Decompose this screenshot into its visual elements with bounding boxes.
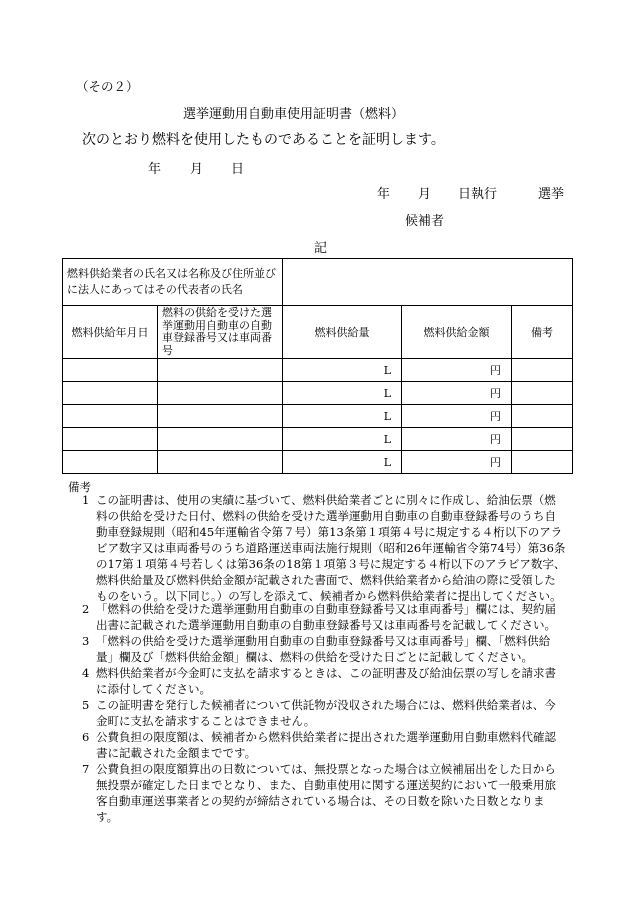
note-item — [66, 633, 566, 665]
header-supply-date: 燃料供給年月日 — [63, 306, 158, 359]
vehicle-number-cell[interactable] — [158, 428, 283, 451]
note-item — [66, 729, 566, 761]
remarks-cell[interactable] — [512, 405, 573, 428]
table-row — [63, 405, 573, 428]
fuel-quantity-cell[interactable] — [283, 428, 402, 451]
document-title: 選挙運動用自動車使用証明書（燃料） — [183, 107, 405, 122]
header-fuel-amount: 燃料供給金額 — [402, 306, 512, 359]
note-text: 「燃料の供給を受けた選挙運動用自動車の自動車登録番号又は車両番号」欄には、契約届出書に記載された選挙運動用自動車の自動車登録番号又は車両番号を記載してください。 — [96, 602, 556, 632]
table-row — [63, 451, 573, 474]
fuel-quantity-cell[interactable] — [283, 451, 402, 474]
supplier-row — [63, 259, 573, 306]
supply-date-cell[interactable] — [63, 451, 158, 474]
note-number: 5 — [82, 698, 90, 712]
liter-unit: L — [383, 386, 392, 400]
remarks-cell[interactable] — [512, 382, 573, 405]
note-text: 「燃料の供給を受けた選挙運動用自動車の自動車登録番号又は車両番号」欄、「燃料供給量」欄及び「燃料供給金額」欄は、燃料の供給を受けた日ごとに記載してください。 — [96, 634, 551, 664]
supply-date-cell[interactable] — [63, 359, 158, 382]
fuel-usage-table — [62, 258, 573, 474]
remarks-cell[interactable] — [512, 428, 573, 451]
note-item — [66, 665, 566, 697]
header-remarks: 備考 — [512, 306, 573, 359]
note-number: 4 — [82, 666, 90, 680]
note-text: この証明書を発行した候補者について供託物が没収された場合には、燃料供給業者は、今金町に支払を請求することはできません。 — [96, 698, 556, 728]
note-number: 1 — [82, 493, 90, 507]
table-row — [63, 428, 573, 451]
election-month-label: 月 — [418, 187, 432, 202]
vehicle-number-cell[interactable] — [158, 451, 283, 474]
election-name-label: 選挙 — [538, 187, 565, 202]
table-header-row — [63, 306, 573, 359]
table-row — [63, 359, 573, 382]
note-text: 公費負担の限度額算出の日数については、無投票となった場合は立候補届出をした日から無投票が確定した日までとなり、また、自動車使用に関する運送契約において一般乗用旅客自動車運送事業者との契約が締結されている場合は、その日数を除いた日数となります。 — [96, 762, 556, 824]
certification-statement: 次のとおり燃料を使用したものであることを証明します。 — [82, 132, 445, 148]
note-item — [66, 697, 566, 729]
yen-unit: 円 — [490, 433, 502, 446]
vehicle-number-cell[interactable] — [158, 359, 283, 382]
yen-unit: 円 — [490, 364, 502, 377]
vehicle-number-cell[interactable] — [158, 405, 283, 428]
supply-date-cell[interactable] — [63, 405, 158, 428]
vehicle-number-cell[interactable] — [158, 382, 283, 405]
form-number-label: （その２） — [76, 79, 139, 94]
note-text: 公費負担の限度額は、候補者から燃料供給業者に提出された選挙運動用自動車燃料代確認書に記載された金額までです。 — [96, 730, 556, 760]
remarks-cell[interactable] — [512, 451, 573, 474]
note-number: 3 — [82, 634, 90, 648]
yen-unit: 円 — [490, 387, 502, 400]
fuel-quantity-cell[interactable] — [283, 405, 402, 428]
header-fuel-quantity: 燃料供給量 — [283, 306, 402, 359]
remarks-cell[interactable] — [512, 359, 573, 382]
notes-heading: 備考 — [68, 480, 91, 494]
liter-unit: L — [383, 455, 392, 469]
date-month-label: 月 — [190, 162, 204, 177]
supplier-label: 燃料供給業者の氏名又は名称及び住所並びに法人にあってはその代表者の氏名 — [63, 259, 283, 306]
note-number: 6 — [82, 730, 90, 744]
header-vehicle-number: 燃料の供給を受けた選挙運動用自動車の自動車登録番号又は車両番号 — [158, 306, 283, 359]
fuel-amount-cell[interactable] — [402, 359, 512, 382]
note-number: 2 — [82, 602, 90, 616]
election-day-label: 日執行 — [458, 187, 498, 202]
note-number: 7 — [82, 762, 90, 776]
supply-date-cell[interactable] — [63, 382, 158, 405]
fuel-amount-cell[interactable] — [402, 405, 512, 428]
fuel-amount-cell[interactable] — [402, 428, 512, 451]
note-item — [66, 601, 566, 633]
yen-unit: 円 — [490, 410, 502, 423]
liter-unit: L — [383, 432, 392, 446]
candidate-label: 候補者 — [405, 214, 445, 229]
fuel-quantity-cell[interactable] — [283, 382, 402, 405]
liter-unit: L — [383, 363, 392, 377]
note-text: この証明書は、使用の実績に基づいて、燃料供給業者ごとに別々に作成し、給油伝票（燃料の供給を受けた日付、燃料の供給を受けた選挙運動用自動車の自動車登録番号のうち自動車登録規則（昭和45年運輸省令第７号）第13条第１項第４号に規定する４桁以下のアラビア数字又は車両番号のうち道路運送車両法施行規則（昭和26年運輸省令第74号）第36条の17第１項第４号若しくは第36条の18第１項第３号に規定する４桁以下のアラビア数字、燃料供給量及び燃料供給金額が記載された書面で、燃料供給業者から給油の際に受領したものをいう。以下同じ。）の写しを添えて、候補者から燃料供給業者に提出してください。 — [96, 493, 566, 603]
supplier-field[interactable] — [283, 259, 573, 306]
date-day-label: 日 — [231, 162, 245, 177]
election-year-label: 年 — [377, 187, 391, 202]
liter-unit: L — [383, 409, 392, 423]
ki-label: 記 — [314, 241, 328, 256]
yen-unit: 円 — [490, 456, 502, 469]
note-item — [66, 492, 566, 604]
fuel-amount-cell[interactable] — [402, 382, 512, 405]
note-text: 燃料供給業者が今金町に支払を請求するときは、この証明書及び給油伝票の写しを請求書に添付してください。 — [96, 666, 556, 696]
note-item — [66, 761, 566, 825]
fuel-amount-cell[interactable] — [402, 451, 512, 474]
date-year-label: 年 — [148, 162, 162, 177]
table-row — [63, 382, 573, 405]
fuel-quantity-cell[interactable] — [283, 359, 402, 382]
supply-date-cell[interactable] — [63, 428, 158, 451]
